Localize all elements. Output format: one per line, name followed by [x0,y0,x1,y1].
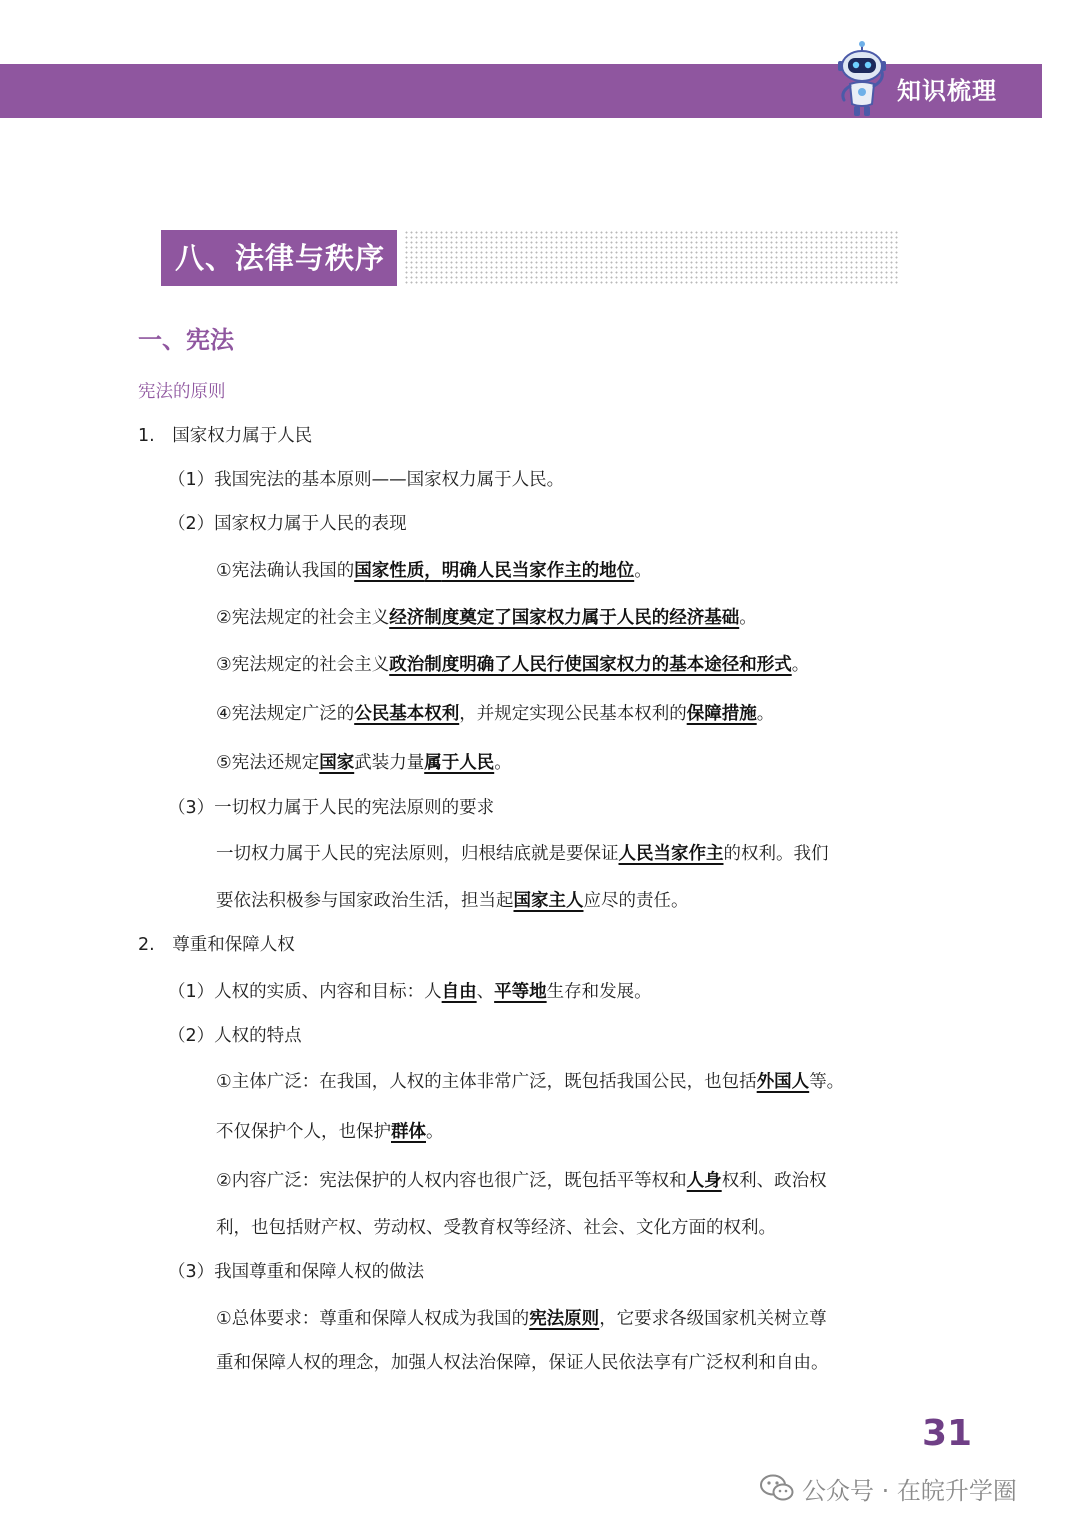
watermark-text: 公众号 · 在皖升学圈 [802,1476,1017,1505]
text-segment: ①宪法确认我国的 [216,561,355,581]
key-term: 保障措施 [686,704,757,724]
key-term: 国家 [319,753,355,773]
text-segment: ①总体要求：尊重和保障人权成为我国的 [216,1309,530,1329]
key-term: 明确人民当家作主的地位 [441,561,635,581]
subheading-principles: 宪法的原则 [138,382,226,402]
text-segment: 权利、政治权 [721,1171,827,1191]
text-segment: 。 [494,753,512,773]
text-segment: ，并规定实现公民基本权利的 [459,704,687,724]
text-segment: 的权利。我们 [723,844,829,864]
key-term: 政治制度明确了人民行使国家权力的基本途径和形式 [389,655,792,675]
item-2-3: （3）我国尊重和保障人权的做法 [168,1262,425,1282]
text-segment: 生存和发展。 [546,982,652,1002]
key-term: 自由 [441,982,477,1002]
point-1-2-2 [216,604,757,632]
item-2-title: 2. 尊重和保障人权 [138,935,295,955]
text-segment: （1）人权的实质、内容和目标：人 [168,982,442,1002]
point-1-2-3 [216,651,809,679]
wechat-icon [760,1474,794,1502]
item-2-1 [168,978,652,1006]
text-segment: 应尽的责任。 [583,891,689,911]
key-term: 国家性质 [354,561,425,581]
item-1-2: （2）国家权力属于人民的表现 [168,514,407,534]
para-1-3-line2 [216,887,689,915]
item-2-2: （2）人权的特点 [168,1026,302,1046]
key-term: 平等地 [494,982,547,1002]
key-term: ， [424,561,442,581]
key-term: 群体 [391,1122,426,1142]
key-term: 外国人 [756,1072,810,1092]
text-segment: ②内容广泛：宪法保护的人权内容也很广泛，既包括平等权和 [216,1171,687,1191]
point-2-3-1-line2: 重和保障人权的理念，加强人权法治保障，保证人民依法享有广泛权利和自由。 [216,1353,829,1373]
text-segment: 武装力量 [354,753,425,773]
text-segment: 。 [426,1122,444,1142]
text-segment: 要依法积极参与国家政治生活，担当起 [216,891,514,911]
section-title: 八、法律与秩序 [161,230,397,286]
text-segment: ③宪法规定的社会主义 [216,655,390,675]
text-segment: 等。 [809,1072,845,1092]
point-2-2-2-line2: 利，也包括财产权、劳动权、受教育权等经济、社会、文化方面的权利。 [216,1218,776,1238]
item-1-3: （3）一切权力属于人民的宪法原则的要求 [168,798,495,818]
text-segment: 。 [756,704,775,724]
point-2-3-1-line1 [216,1305,827,1333]
text-segment: ⑤宪法还规定 [216,753,320,773]
key-term: 属于人民 [424,753,495,773]
para-1-3-line1 [216,840,829,868]
text-segment: ，它要求各级国家机关树立尊 [599,1309,827,1329]
text-segment: ②宪法规定的社会主义 [216,608,390,628]
text-segment: 。 [634,561,652,581]
header-title: 知识梳理 [897,77,997,105]
point-2-2-1-line1 [216,1068,844,1096]
point-1-2-4 [216,700,774,728]
point-1-2-5 [216,749,512,777]
dotted-decoration [404,230,898,286]
key-term: 人民当家作主 [618,844,724,864]
text-segment: 一切权力属于人民的宪法原则，归根结底就是要保证 [216,844,619,864]
point-2-2-1-line2 [216,1118,444,1146]
text-segment: ①主体广泛：在我国，人权的主体非常广泛，既包括我国公民，也包括 [216,1072,757,1092]
text-segment: 不仅保护个人，也保护 [216,1122,391,1142]
key-term: 人身 [686,1171,722,1191]
watermark [760,1470,1017,1506]
page-number: 31 [922,1413,973,1454]
text-segment: 。 [791,655,810,675]
robot-mascot-icon [832,40,892,120]
text-segment: ④宪法规定广泛的 [216,704,355,724]
item-1-1: （1）我国宪法的基本原则——国家权力属于人民。 [168,470,565,490]
point-1-2-1 [216,557,652,585]
item-1-title: 1. 国家权力属于人民 [138,426,313,446]
text-segment: 、 [476,982,495,1002]
key-term: 经济制度奠定了国家权力属于人民的经济基础 [389,608,740,628]
heading-constitution: 一、宪法 [138,326,234,354]
point-2-2-2-line1 [216,1167,827,1195]
text-segment: 。 [739,608,757,628]
key-term: 国家主人 [513,891,584,911]
key-term: 公民基本权利 [354,704,460,724]
key-term: 宪法原则 [529,1309,600,1329]
